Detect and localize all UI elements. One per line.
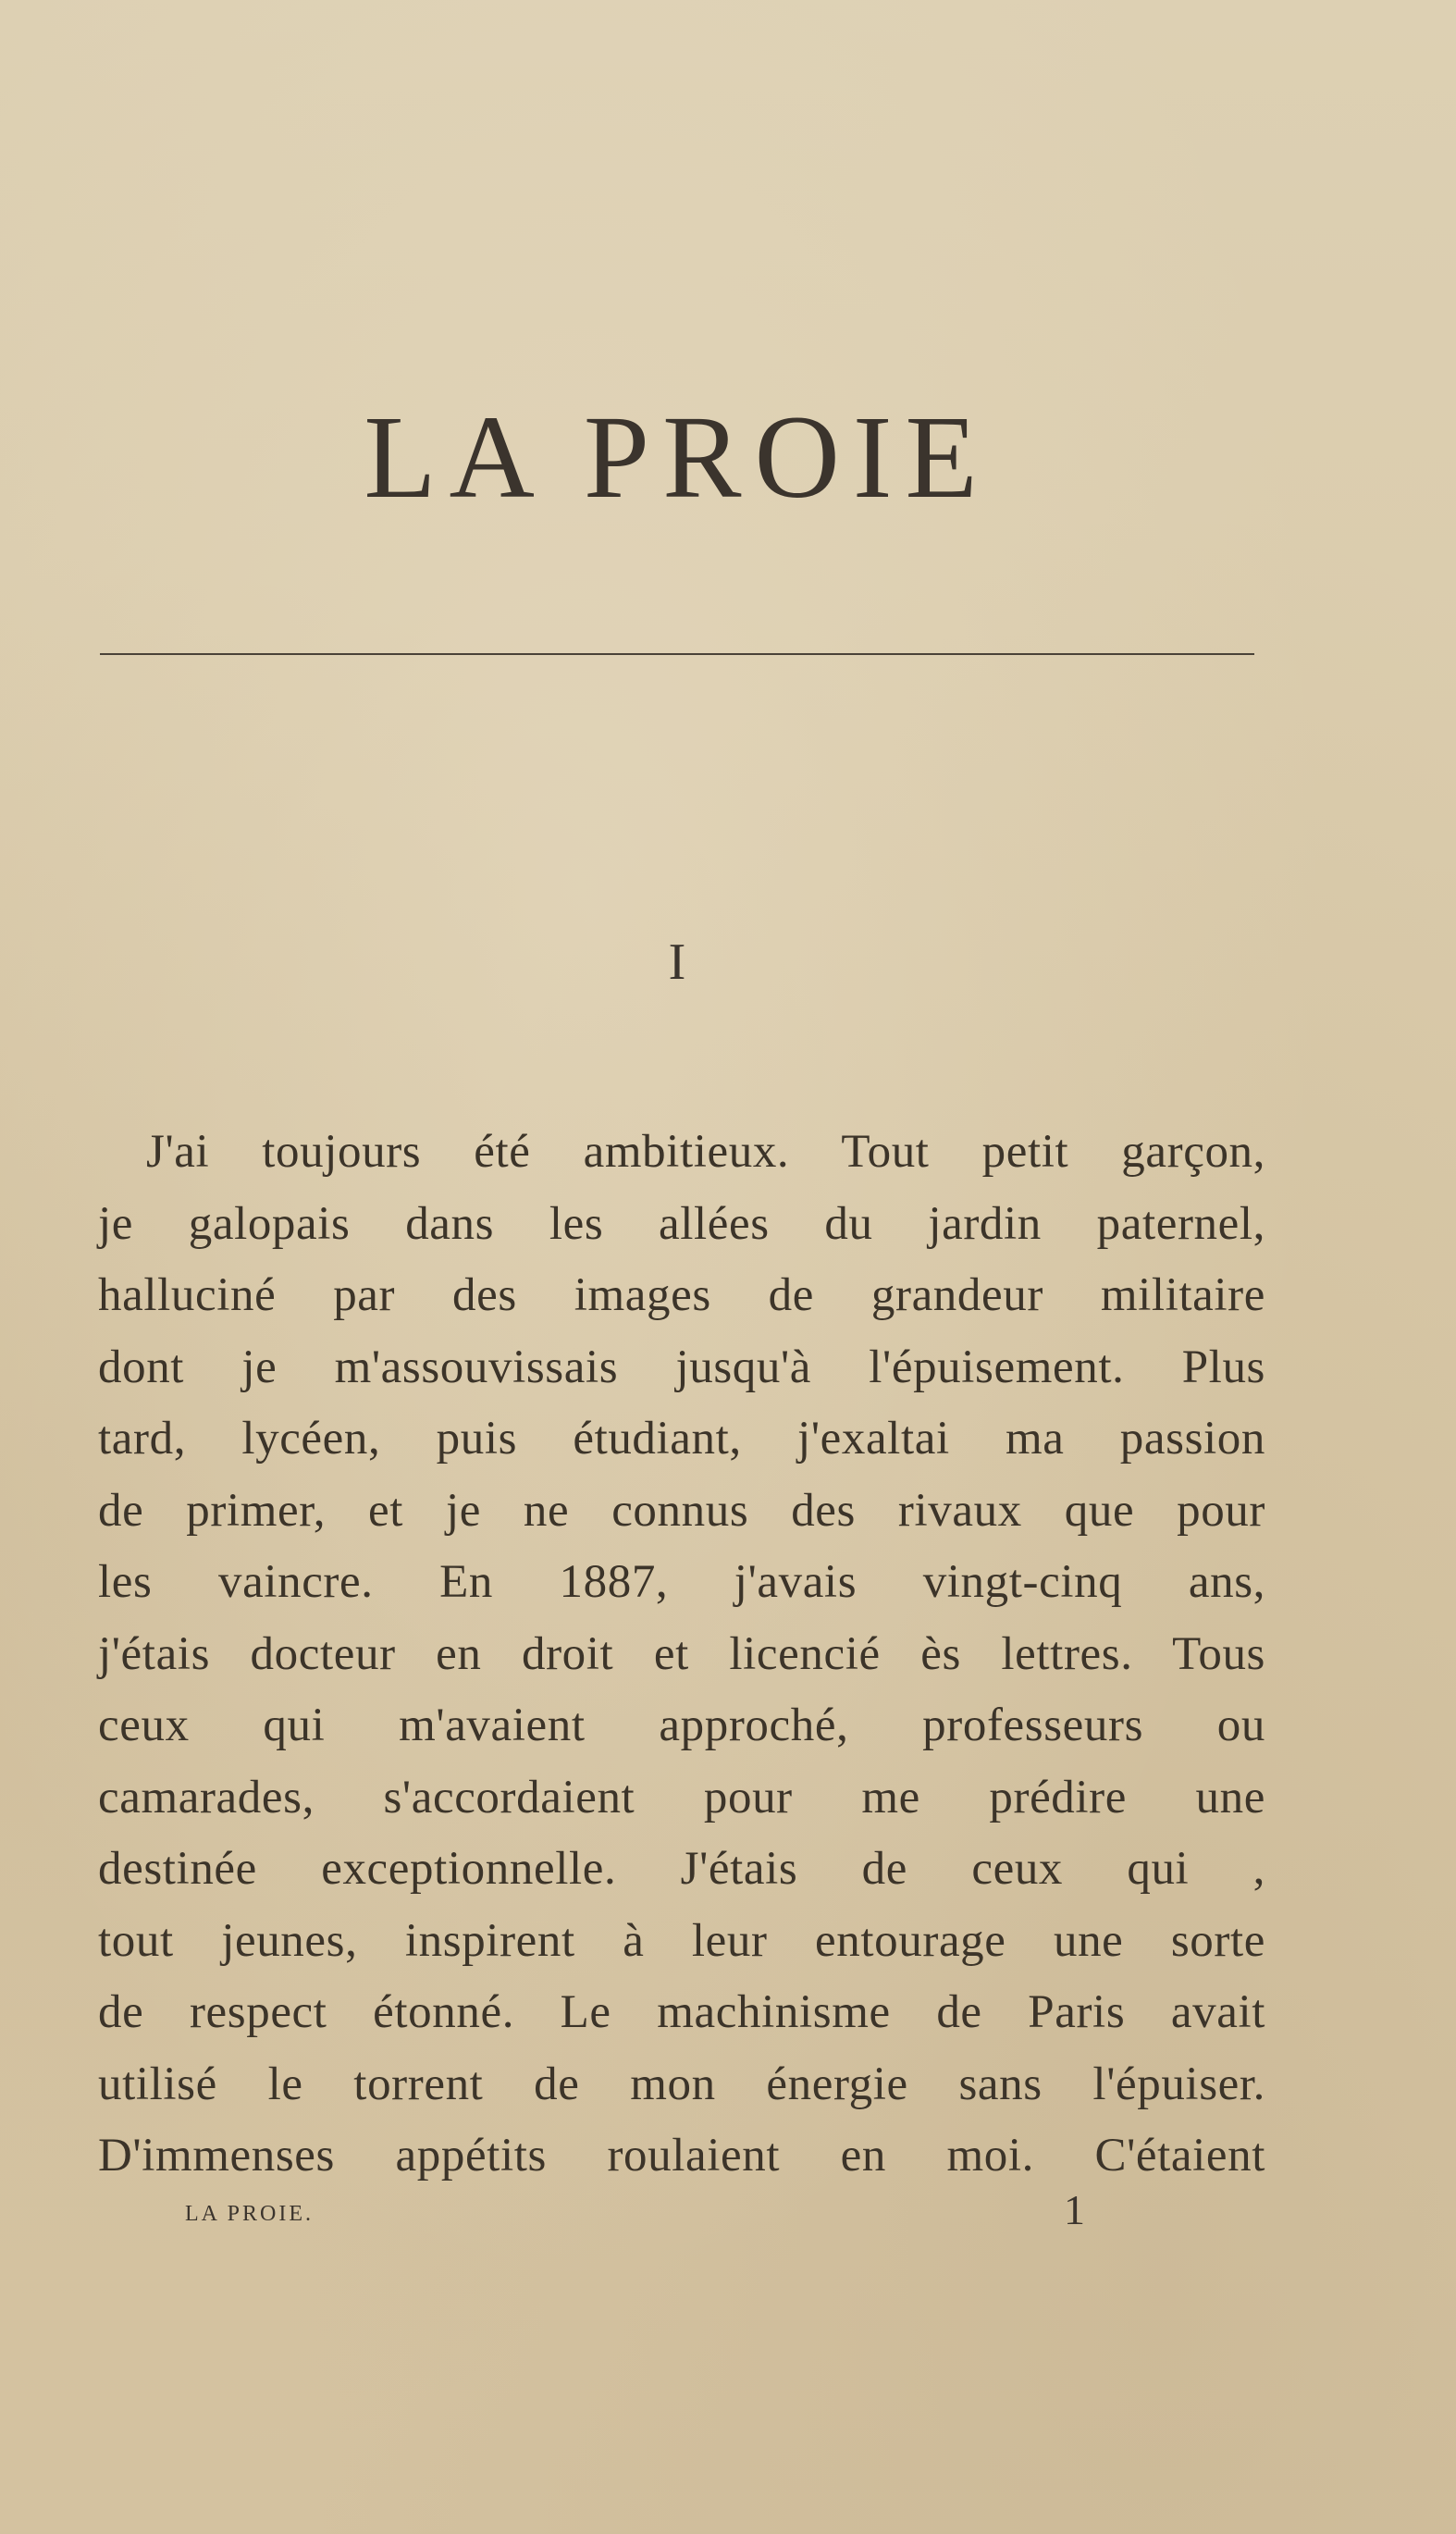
text-line: ceux qui m'avaient approché, professeurs ou (98, 1700, 1265, 1751)
text-line: j'étais docteur en droit et licencié ès lettres. Tous (98, 1627, 1265, 1680)
text-line: dont je m'assouvissais jusqu'à l'épuisement. Plus (98, 1341, 1265, 1393)
text-line: de respect étonné. Le machinisme de Paris avait (98, 1986, 1265, 2038)
text-line: utilisé le torrent de mon énergie sans l'épuiser. (98, 2058, 1265, 2110)
text-line: les vaincre. En 1887, j'avais vingt-cinq ans, (98, 1556, 1265, 1608)
body-paragraph (98, 1117, 1265, 2193)
text-line: tout jeunes, inspirent à leur entourage une sorte (98, 1914, 1265, 1967)
text-line: je galopais dans les allées du jardin paternel, (98, 1197, 1265, 1250)
title-rule (100, 653, 1254, 655)
page-number: 1 (1064, 2186, 1085, 2233)
text-line: camarades, s'accordaient pour me prédire une (98, 1771, 1265, 1823)
running-footer-title: LA PROIE. (185, 2202, 315, 2226)
text-line: destinée exceptionnelle. J'étais de ceux qui , (98, 1843, 1265, 1895)
page-title: LA PROIE (364, 391, 991, 523)
text-line: de primer, et je ne connus des rivaux que pour (98, 1484, 1265, 1537)
chapter-number: I (668, 933, 686, 991)
text-line: J'ai toujours été ambitieux. Tout petit garçon, (146, 1126, 1265, 1178)
text-line: tard, lycéen, puis étudiant, j'exaltai ma passion (98, 1413, 1265, 1465)
text-line: halluciné par des images de grandeur militaire (98, 1269, 1265, 1321)
text-line: D'immenses appétits roulaient en moi. C'étaient (98, 2130, 1265, 2182)
